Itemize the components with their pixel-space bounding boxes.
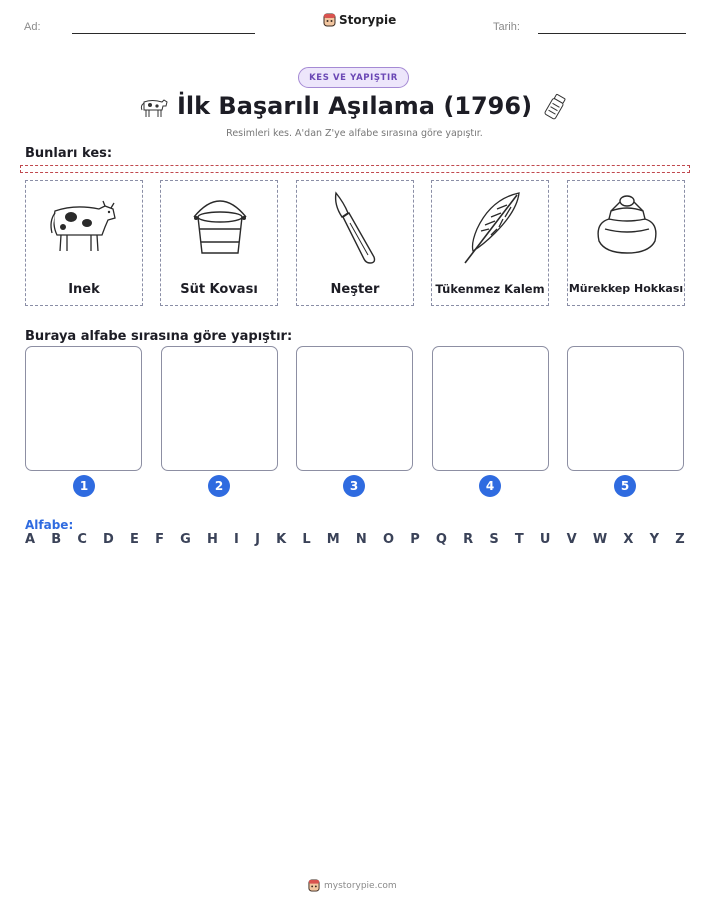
card-label-cow: Inek	[68, 282, 100, 297]
alphabet-letter: I	[234, 532, 239, 547]
storypie-mascot-icon	[323, 13, 336, 27]
footer	[308, 879, 397, 892]
cut-line	[20, 165, 690, 173]
name-label: Ad:	[24, 21, 41, 33]
paste-box-1[interactable]	[25, 346, 142, 471]
date-line[interactable]	[538, 33, 686, 34]
cut-card-quill[interactable]	[431, 180, 549, 306]
alphabet-letter: Z	[675, 532, 685, 547]
ink-pot-icon	[587, 189, 667, 257]
slot-number-1: 1	[73, 475, 95, 497]
instructions: Resimleri kes. A'dan Z'ye alfabe sırasına göre yapıştır.	[226, 128, 483, 139]
activity-badge: KES VE YAPIŞTIR	[298, 67, 409, 88]
paste-box-2[interactable]	[161, 346, 278, 471]
alphabet-letter: X	[623, 532, 634, 547]
alphabet-letter: O	[382, 532, 395, 547]
vaccine-vial-icon	[540, 92, 570, 122]
alphabet-letter: R	[463, 532, 474, 547]
cut-card-bucket[interactable]	[160, 180, 278, 306]
alphabet-letter: G	[180, 532, 191, 547]
card-label-bucket: Süt Kovası	[180, 282, 258, 297]
alphabet-letter: A	[25, 532, 36, 547]
paste-box-5[interactable]	[567, 346, 684, 471]
alphabet-letter: K	[276, 532, 287, 547]
cut-card-cow[interactable]	[25, 180, 143, 306]
slot-number-3: 3	[343, 475, 365, 497]
cut-card-scalpel[interactable]	[296, 180, 414, 306]
alphabet-letter: T	[514, 532, 524, 547]
card-label-scalpel: Neşter	[330, 282, 380, 297]
paste-box-3[interactable]	[296, 346, 413, 471]
brand-logo	[323, 13, 396, 27]
alphabet-letter: L	[302, 532, 311, 547]
storypie-footer-icon	[308, 879, 320, 892]
date-label: Tarih:	[493, 21, 520, 33]
cow-icon	[45, 189, 125, 257]
alphabet-letter: D	[103, 532, 114, 547]
card-label-inkpot: Mürekkep Hokkası	[568, 282, 684, 295]
bucket-icon	[180, 189, 260, 257]
alphabet-letter: C	[77, 532, 87, 547]
alphabet-letter: N	[355, 532, 367, 547]
alphabet-letter: P	[410, 532, 420, 547]
cut-section-label: Bunları kes:	[25, 146, 113, 161]
alphabet-row	[25, 532, 685, 547]
alphabet-letter: Q	[435, 532, 447, 547]
feather-quill-icon	[451, 189, 531, 269]
cut-card-inkpot[interactable]	[567, 180, 685, 306]
alphabet-letter: Y	[649, 532, 660, 547]
alphabet-letter: M	[326, 532, 340, 547]
name-line[interactable]	[72, 33, 255, 34]
alphabet-letter: S	[489, 532, 499, 547]
slot-number-4: 4	[479, 475, 501, 497]
footer-url[interactable]: mystorypie.com	[324, 880, 397, 891]
alphabet-letter: H	[206, 532, 218, 547]
alphabet-letter: F	[155, 532, 164, 547]
slot-number-2: 2	[208, 475, 230, 497]
alphabet-letter: U	[539, 532, 551, 547]
alphabet-letter: B	[51, 532, 62, 547]
paste-box-4[interactable]	[432, 346, 549, 471]
slot-number-5: 5	[614, 475, 636, 497]
alphabet-letter: W	[592, 532, 608, 547]
alphabet-letter: J	[255, 532, 260, 547]
paste-section-label: Buraya alfabe sırasına göre yapıştır:	[25, 329, 293, 344]
alphabet-letter: E	[130, 532, 139, 547]
card-label-quill: Tükenmez Kalem	[435, 282, 545, 296]
alphabet-letter: V	[566, 532, 577, 547]
scalpel-icon	[316, 189, 396, 269]
brand-name: Storypie	[339, 13, 397, 27]
page-title: İlk Başarılı Aşılama (1796)	[176, 92, 533, 120]
alphabet-label: Alfabe:	[25, 518, 74, 532]
